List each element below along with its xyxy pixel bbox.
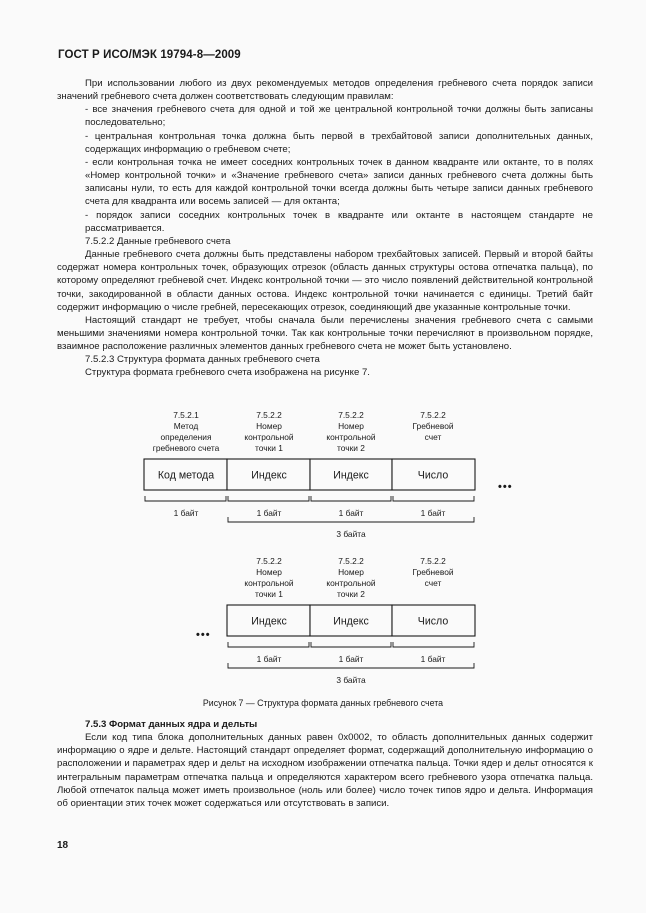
row2-bracket-2 bbox=[311, 642, 391, 647]
page-number: 18 bbox=[57, 840, 69, 851]
section-753-paragraph: Если код типа блока дополнительных данных равен 0x0002, то область дополнительных данных содержит информацию о ядре и дельте. Настоящий стандарт определяет формат, содержащий дополнительную информацию о расположении и параметрах ядер и дельт на исходном изображении отпечатка пальца. Точки ядер и дельт относятся к интегральным параметрам отпечатка пальца и определяются характером всего гребневого узора отпечатка пальца. Любой отпечаток пальца может иметь произвольное (ноль или более) число точек типов ядро и дельта. Информация об ориентации этих точек может содержаться или отсутствовать в записи. bbox=[57, 732, 593, 809]
row1-size-total: 3 байта bbox=[336, 529, 366, 539]
row1-box-method-code-label: Код метода bbox=[157, 469, 215, 482]
section-7522-title: 7.5.2.2 Данные гребневого счета bbox=[85, 235, 231, 247]
rule-item-4: - порядок записи соседних контрольных точек в квадранте или октанте в настоящем стандарте не рассматривается. bbox=[85, 209, 593, 234]
section-7523-paragraph: Структура формата гребневого счета изображена на рисунке 7. bbox=[85, 367, 370, 379]
row1-bracket-2 bbox=[228, 496, 309, 501]
paragraph-rules-intro: При использовании любого из двух рекомендуемых методов определения гребневого счета порядок записи значений гребневого счета должен соответствовать следующим правилам: bbox=[57, 78, 593, 103]
row2-label-1-line-3: контрольной bbox=[244, 578, 294, 588]
row1-label-2-line-2: Номер bbox=[256, 421, 282, 431]
row1-bracket-4 bbox=[393, 496, 474, 501]
row1-label-4-line-3: счет bbox=[424, 432, 442, 442]
row1-label-3-line-2: Номер bbox=[338, 421, 364, 431]
row1-box-index-1-label: Индекс bbox=[251, 469, 287, 482]
row1-size-4: 1 байт bbox=[420, 508, 446, 518]
row1-box-index-2-label: Индекс bbox=[333, 469, 369, 482]
row2-size-1: 1 байт bbox=[256, 654, 282, 664]
row1-label-2-line-3: контрольной bbox=[244, 432, 294, 442]
row2-label-3-line-1: 7.5.2.2 bbox=[420, 556, 446, 566]
row2-label-3-line-2: Гребневой bbox=[412, 567, 454, 577]
row1-size-2: 1 байт bbox=[256, 508, 282, 518]
row1-label-1-line-4: гребневого счета bbox=[152, 443, 220, 453]
row2-label-2-line-3: контрольной bbox=[326, 578, 376, 588]
row1-label-4-line-1: 7.5.2.2 bbox=[420, 410, 446, 420]
row2-size-total: 3 байта bbox=[336, 675, 366, 685]
row2-bracket-1 bbox=[228, 642, 309, 647]
row2-size-2: 1 байт bbox=[338, 654, 364, 664]
row2-label-2-line-2: Номер bbox=[338, 567, 364, 577]
row2-label-2-line-4: точки 2 bbox=[337, 589, 365, 599]
section-753 bbox=[57, 718, 593, 810]
row2-ellipsis: ••• bbox=[196, 629, 211, 641]
row1-bracket-3 bbox=[311, 496, 391, 501]
row1-label-1-line-2: Метод bbox=[173, 421, 199, 431]
row1-label-3-line-3: контрольной bbox=[326, 432, 376, 442]
section-7522-paragraph-1: Данные гребневого счета должны быть представлены набором трехбайтовых записей. Первый и второй байты содержат номера контрольных точек, образующих отрезок (область данных структуры остова отпечатка пальца), по которому определяют гребневой счет. Индекс контрольной точки — это число появлений действительной контрольной точки, закодированной в области данных остова. Индекс контрольной точки начинается с единицы. Третий байт содержит информацию о числе гребней, пересекающих отрезок, соединяющий две указанные контрольные точки. bbox=[57, 249, 593, 313]
section-7522-paragraph-2: Настоящий стандарт не требует, чтобы сначала были перечислены значения гребневого счета с самыми меньшими значениями номера контрольной точки. Так как контрольные точки перечисляют в произвольном порядке, взаимное расположение различных элементов данных гребневого счета не может быть установлено. bbox=[57, 314, 593, 353]
row1-label-4-line-2: Гребневой bbox=[412, 421, 454, 431]
row1-label-1-line-1: 7.5.2.1 bbox=[173, 410, 199, 420]
row2-box-index-2-label: Индекс bbox=[333, 615, 369, 628]
row2-box-index-1-label: Индекс bbox=[251, 615, 287, 628]
row2-bracket-3 bbox=[393, 642, 474, 647]
row2-label-2-line-1: 7.5.2.2 bbox=[338, 556, 364, 566]
row1-ellipsis: ••• bbox=[498, 481, 513, 493]
rule-item-1: - все значения гребневого счета для одной и той же центральной контрольной точки должны быть записаны последовательно; bbox=[85, 104, 593, 129]
row2-label-1-line-1: 7.5.2.2 bbox=[256, 556, 282, 566]
section-753-title: 7.5.3 Формат данных ядра и дельты bbox=[85, 719, 258, 730]
row1-size-1: 1 байт bbox=[173, 508, 199, 518]
row1-size-3: 1 байт bbox=[338, 508, 364, 518]
row2-size-3: 1 байт bbox=[420, 654, 446, 664]
rule-item-2: - центральная контрольная точка должна быть первой в трехбайтовой записи дополнительных данных, содержащих информацию о гребневом счете; bbox=[85, 130, 593, 155]
row2-box-count-label: Число bbox=[417, 615, 449, 628]
row2-label-1-line-2: Номер bbox=[256, 567, 282, 577]
row1-label-2-line-1: 7.5.2.2 bbox=[256, 410, 282, 420]
row2-label-3-line-3: счет bbox=[424, 578, 442, 588]
row2-label-1-line-4: точки 1 bbox=[255, 589, 283, 599]
figure-7-caption: Рисунок 7 — Структура формата данных гребневого счета bbox=[202, 698, 444, 708]
row1-box-count-label: Число bbox=[417, 469, 449, 482]
row1-label-3-line-1: 7.5.2.2 bbox=[338, 410, 364, 420]
row1-label-1-line-3: определения bbox=[160, 432, 212, 442]
document-header: ГОСТ Р ИСО/МЭК 19794-8—2009 bbox=[58, 49, 241, 61]
row1-label-2-line-4: точки 1 bbox=[255, 443, 283, 453]
row1-bracket-1 bbox=[145, 496, 226, 501]
row1-label-3-line-4: точки 2 bbox=[337, 443, 365, 453]
section-7523-title: 7.5.2.3 Структура формата данных гребневого счета bbox=[85, 354, 320, 366]
rule-item-3: - если контрольная точка не имеет соседних контрольных точек в данном квадранте или октанте, то в полях «Номер контрольной точки» и «Значение гребневого счета» записи данных гребневого счета должны быть записаны нули, то есть для каждой контрольной точки всегда должны быть четыре записи данных гребневого счета для квадранта или восемь записей — для октанта; bbox=[85, 156, 593, 208]
